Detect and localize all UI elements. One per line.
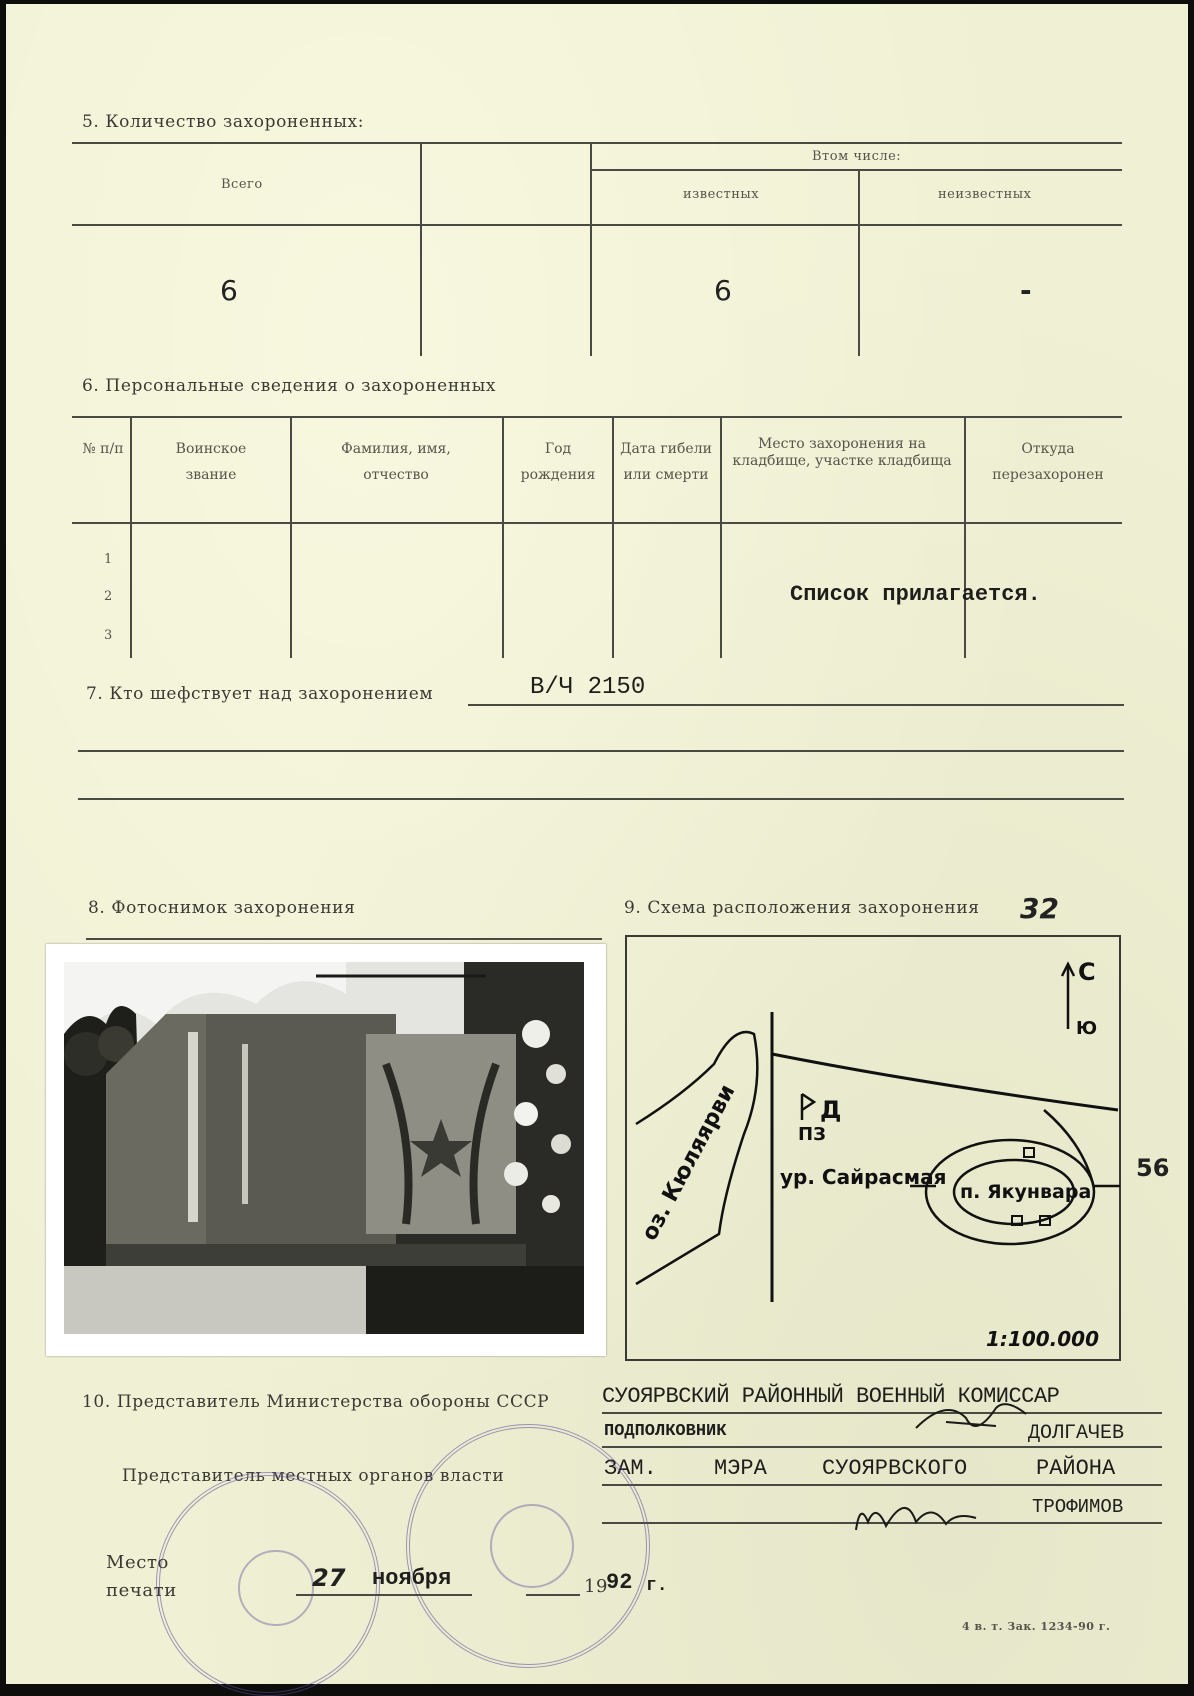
date-century: 19 bbox=[584, 1576, 609, 1597]
table6-col-divider bbox=[290, 418, 292, 658]
total-count: 6 bbox=[220, 274, 238, 307]
patron-unit: В/Ч 2150 bbox=[530, 674, 646, 701]
table5-header-rule bbox=[72, 224, 1122, 226]
local-title-part: МЭРА bbox=[714, 1456, 767, 1481]
header-origin: Откуда перезахоронен bbox=[992, 441, 1104, 483]
marker-d-label: Д bbox=[820, 1096, 842, 1124]
table5-top-rule bbox=[72, 142, 1122, 144]
stamp-emblem bbox=[490, 1504, 574, 1588]
date-suffix: г. bbox=[646, 1576, 668, 1596]
scale-label: 1:100.000 bbox=[986, 1327, 1100, 1351]
section9-title: 9. Схема расположения захоронения bbox=[624, 898, 980, 918]
mo-name: ДОЛГАЧЕВ bbox=[1028, 1422, 1125, 1445]
section6-title: 6. Персональные сведения о захороненных bbox=[82, 376, 497, 396]
row-number: 2 bbox=[104, 589, 113, 604]
section10-title: 10. Представитель Министерства обороны СССР bbox=[82, 1392, 550, 1412]
mo-representative-title: СУОЯРВСКИЙ РАЙОННЫЙ ВОЕННЫЙ КОМИССАР bbox=[602, 1384, 1060, 1409]
village-label: п. Якунвара bbox=[960, 1181, 1092, 1203]
date-day: 27 bbox=[312, 1564, 346, 1592]
header-number: № п/п bbox=[82, 441, 124, 457]
header-name: Фамилия, имя, отчество bbox=[341, 441, 451, 483]
table6-col-divider bbox=[130, 418, 132, 658]
row-number: 1 bbox=[104, 552, 113, 567]
header-total: Всего bbox=[221, 177, 263, 192]
monument-photo-image bbox=[46, 944, 606, 1356]
marker-pz-label: ПЗ bbox=[798, 1124, 826, 1145]
section7-title: 7. Кто шефствует над захоронением bbox=[86, 684, 434, 704]
section7-line bbox=[78, 750, 1124, 752]
section5-title: 5. Количество захороненных: bbox=[82, 112, 365, 132]
local-title-part: СУОЯРВСКОГО bbox=[822, 1456, 968, 1481]
road-number: 56 bbox=[1136, 1154, 1170, 1182]
section7-line bbox=[78, 798, 1124, 800]
table6-col-divider bbox=[720, 418, 722, 658]
south-label: Ю bbox=[1076, 1018, 1098, 1039]
table5-col-divider bbox=[420, 144, 422, 356]
mo-rank: ПОДПОЛКОВНИК bbox=[604, 1422, 727, 1441]
section8-line bbox=[86, 938, 602, 940]
signature-line bbox=[602, 1446, 1162, 1448]
mo-signature bbox=[906, 1388, 1046, 1448]
seal-place-label: печати bbox=[106, 1580, 177, 1601]
date-line bbox=[296, 1594, 472, 1596]
header-known: известных bbox=[683, 187, 760, 202]
header-unknown: неизвестных bbox=[938, 187, 1032, 202]
table5-col-divider bbox=[858, 170, 860, 356]
row-number: 3 bbox=[104, 628, 113, 643]
header-including: Втом числе: bbox=[812, 149, 902, 164]
local-title-part: ЗАМ. bbox=[604, 1456, 657, 1481]
seal-place-label: Место bbox=[106, 1552, 169, 1573]
print-mark: 4 в. т. Зак. 1234-90 г. bbox=[962, 1620, 1111, 1633]
date-line bbox=[526, 1594, 580, 1596]
scheme-number: 32 bbox=[1020, 892, 1059, 925]
tract-label: ур. Сайрасмая bbox=[780, 1165, 947, 1189]
local-title-part: РАЙОНА bbox=[1036, 1456, 1116, 1481]
local-name: ТРОФИМОВ bbox=[1032, 1496, 1124, 1518]
known-count: 6 bbox=[714, 274, 732, 307]
burial-photo bbox=[46, 944, 606, 1356]
location-scheme bbox=[624, 934, 1122, 1362]
table5-sub-rule bbox=[590, 169, 1122, 171]
section7-line bbox=[468, 704, 1124, 706]
lake-label: оз. Кюляярви bbox=[637, 1080, 741, 1245]
header-rank: Воинское звание bbox=[175, 441, 247, 483]
local-authority-label: Представитель местных органов власти bbox=[122, 1466, 505, 1486]
header-birth-year: Год рождения bbox=[520, 441, 596, 483]
section8-title: 8. Фотоснимок захоронения bbox=[88, 898, 356, 918]
date-year: 92 bbox=[606, 1570, 633, 1595]
document-sheet bbox=[6, 4, 1188, 1684]
list-attached-note: Список прилагается. bbox=[790, 582, 1041, 607]
header-death-date: Дата гибели или смерти bbox=[620, 441, 712, 483]
date-month: ноября bbox=[372, 1566, 452, 1591]
local-signature bbox=[846, 1482, 986, 1542]
north-label: С bbox=[1078, 958, 1096, 986]
table6-col-divider bbox=[502, 418, 504, 658]
table6-col-divider bbox=[964, 418, 966, 658]
stamp-emblem bbox=[238, 1550, 314, 1626]
unknown-count: - bbox=[1020, 274, 1032, 307]
table5-col-divider bbox=[590, 144, 592, 356]
signature-line bbox=[602, 1412, 1162, 1414]
header-burial-place: Место захоронения на кладбище, участке кладбища bbox=[732, 436, 952, 469]
